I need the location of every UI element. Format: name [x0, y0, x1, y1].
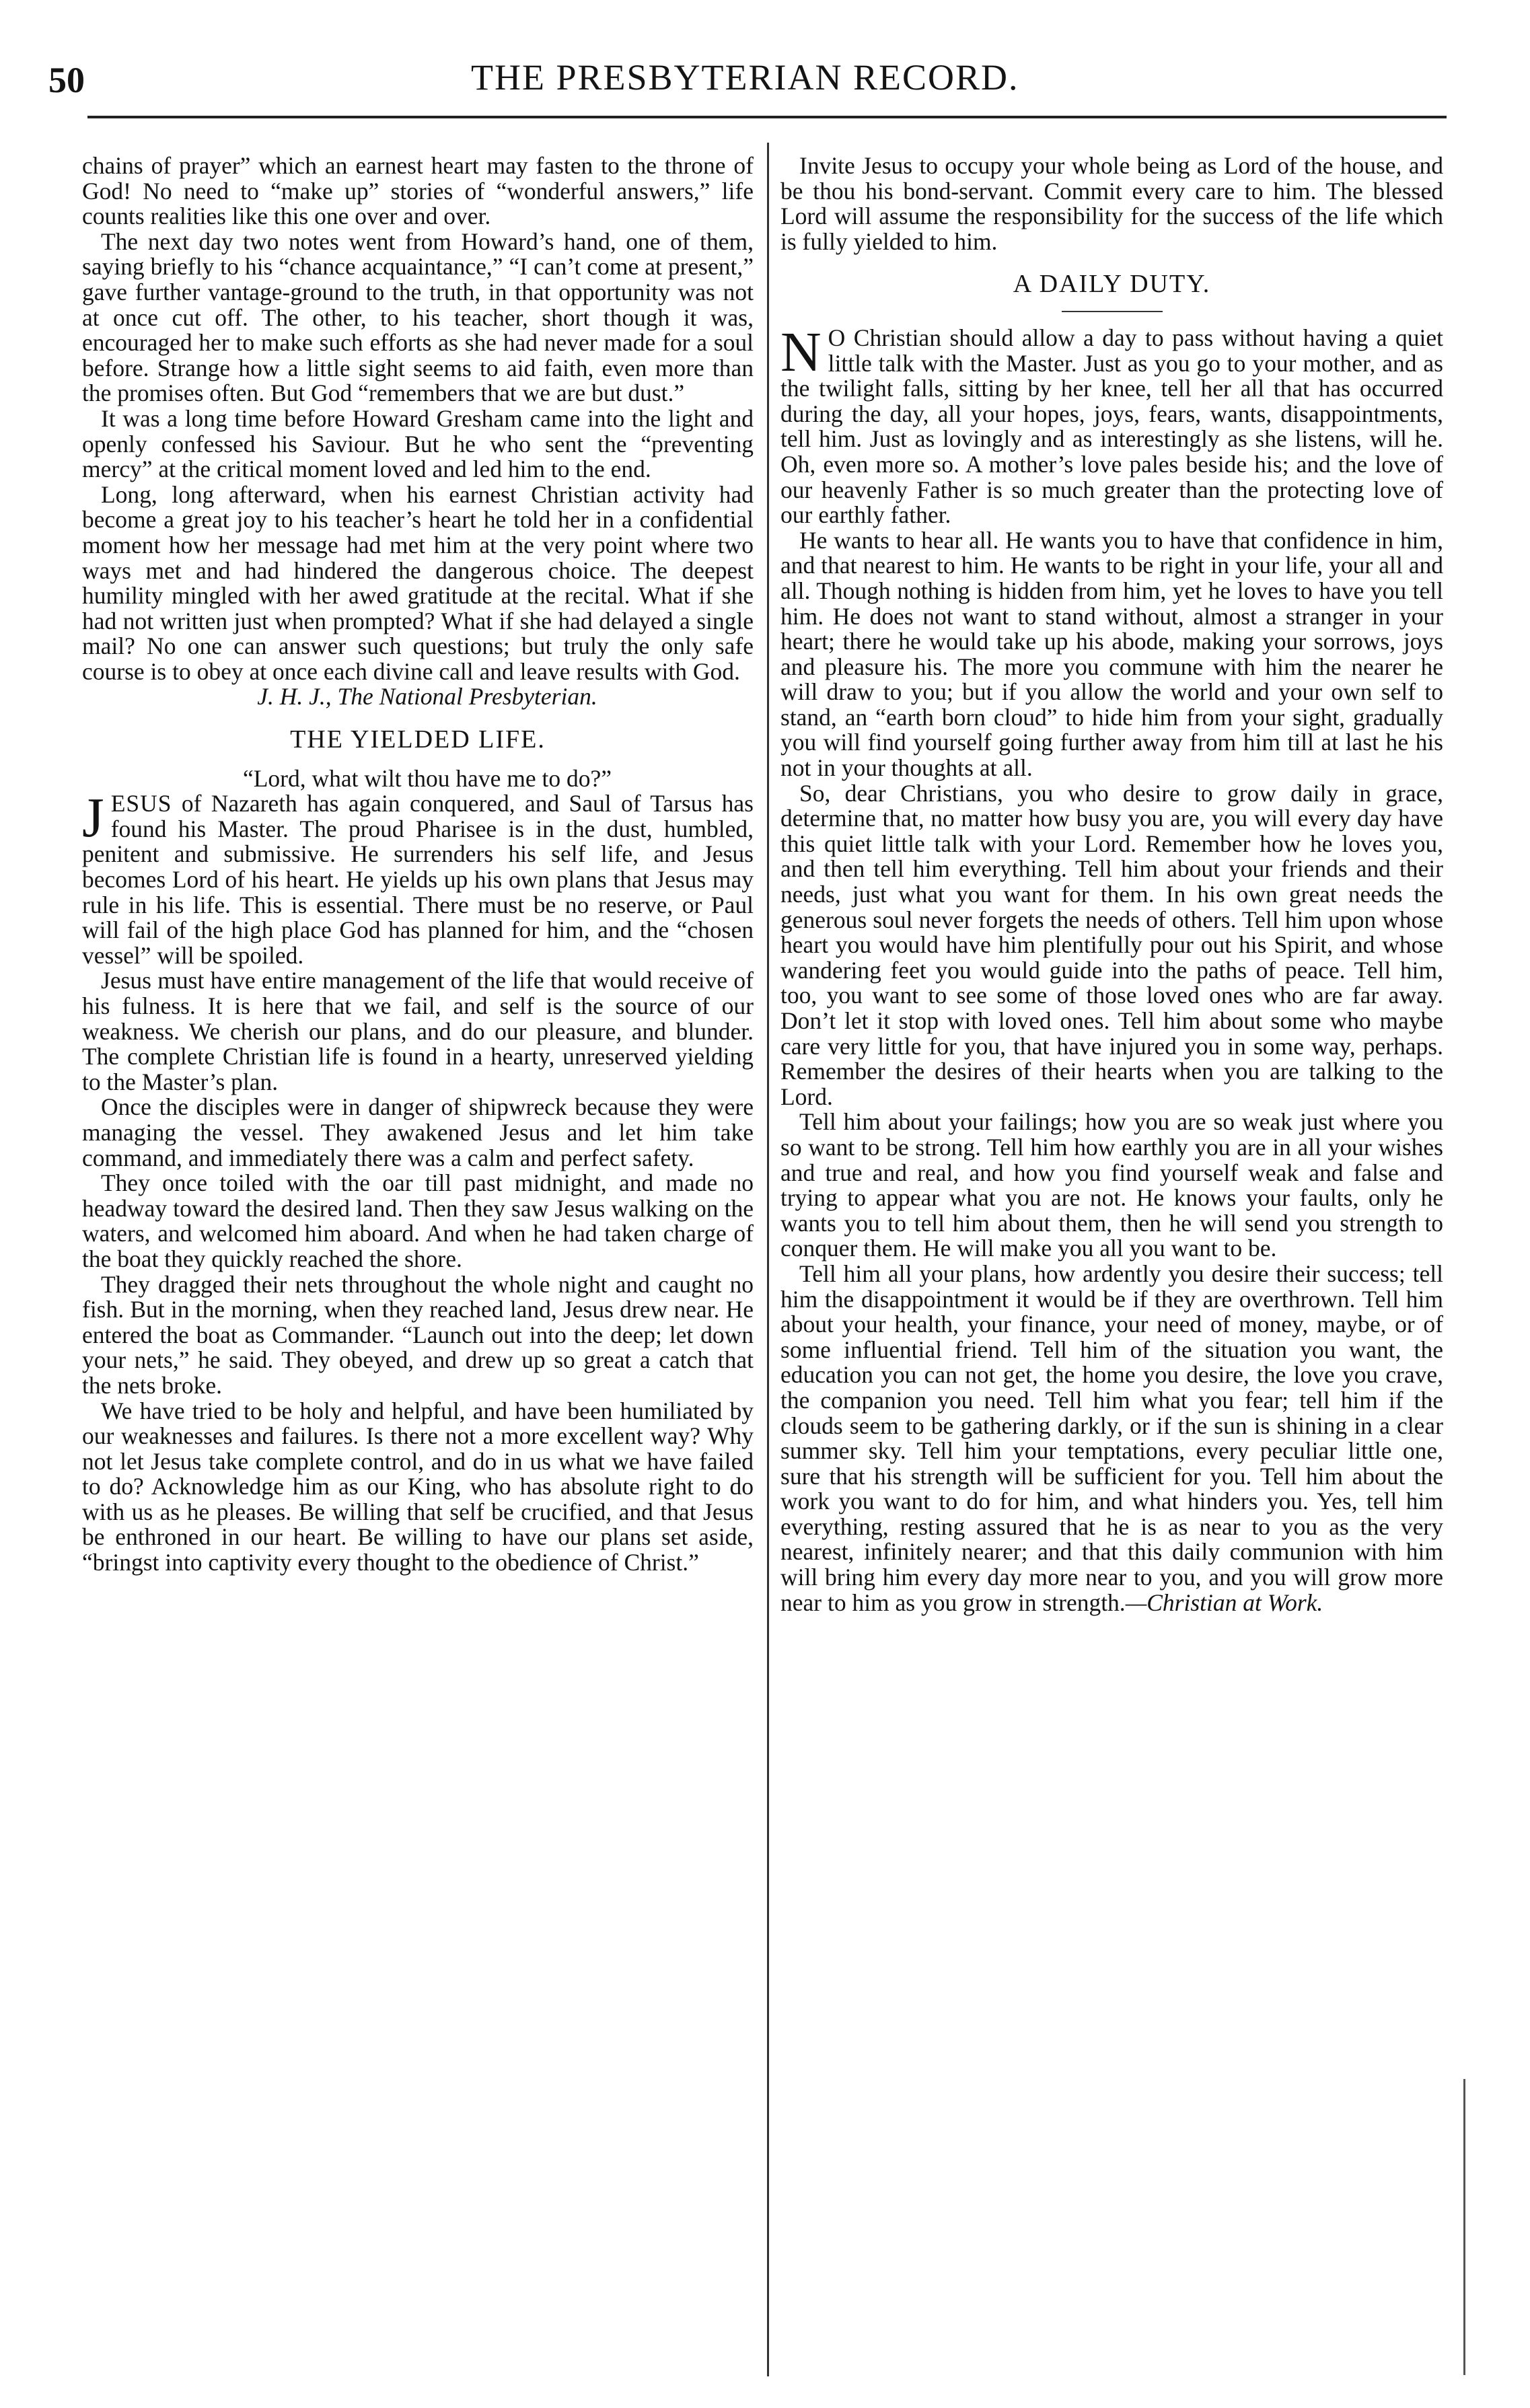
paragraph-text: O Christian should allow a day to pass without having a quiet little talk with the Master. Just as you go to your mother, and as the twilight falls, sitting by her knee, tell her all that has occurred during the day, all your hopes, joys, fears, wants, disappointments, tell him. Just as lovingly and as interestingly as she listens, will he. Oh, even more so. A mother’s love pales beside his; and the love of our heavenly Father is so much greater than the protecting love of our earthly father. — [780, 324, 1443, 529]
right-column — [780, 153, 1443, 1615]
paragraph: He wants to hear all. He wants you to have that confidence in him, and that nearest to him. He wants to be right in your life, your all and all. Though nothing is hidden from him, yet he loves to have you tell him. He does not want to stand without, almost a stranger in your heart; there he would take up his abode, making your sorrows, joys and pleasure his. The more you commune with him the nearer he will draw to you; but if you allow the world and your own self to stand, an “earth born cloud” to hide him from your sight, gradually you will find yourself going further away from him till at last he his not in your thoughts at all. — [780, 526, 1443, 782]
drop-cap: N — [780, 320, 822, 384]
paragraph: It was a long time before Howard Gresham came into the light and openly confessed his Saviour. But he who sent the “preventing mercy” at the critical moment loved and led him to the end. — [82, 404, 754, 483]
paragraph: Tell him about your failings; how you are so weak just where you so want to be strong. Tell him how earthly you are in all your wishes and true and real, and how you find yourself weak and false and trying to appear what you are not. He knows your faults, only he wants you to tell him about them, then he will send you strength to conquer them. He will make you all you want to be. — [780, 1108, 1443, 1262]
paragraph-text: of Nazareth has again conquered, and Saul of Tarsus has found his Master. The proud Pharisee is in the dust, humbled, penitent and submissive. He surrenders his self life, and Jesus becomes Lord of his heart. He yields up his own plans that Jesus may rule in his life. This is essential. There must be no reserve, or Paul will fail of the high place God has planned for him, and the “chosen vessel” will be spoiled. — [82, 790, 754, 969]
paragraph-text: Tell him all your plans, how ardently you desire their success; tell him the disappointment it would be if they are overthrown. Tell him about your health, your finance, your need of money, maybe, or of some influential friend. Tell him of the situation you want, the education you can not get, the home you desire, the love you crave, the companion you need. Tell him what you fear; tell him if the clouds seem to be gathering darkly, or if the sun is shining in a clear summer sky. Tell him your temptations, every peculiar little one, sure that his strength will be sufficient for you. Tell him about the work you want to do for him, and what hinders you. Yes, tell him everything, resting assured that he is as near to you as the very nearest, infinitely nearer; and that this daily communion with him will bring him every day more near to you, and you will grow more near to him as you grow in strength. — [780, 1260, 1443, 1616]
drop-cap: J — [82, 787, 104, 850]
paragraph: They dragged their nets throughout the whole night and caught no fish. But in the morning, when they reached land, Jesus drew near. He entered the boat as Commander. “Launch out into the deep; let down your nets,” he said. They obeyed, and drew up so great a catch that the nets broke. — [82, 1270, 754, 1399]
paragraph — [780, 320, 1443, 529]
paragraph: chains of prayer” which an earnest heart may fasten to the throne of God! No need to “make up” stories of “wonderful answers,” life counts realities like this one over and over. — [82, 152, 754, 230]
article-title: THE YIELDED LIFE. — [290, 725, 546, 754]
title-rule — [1062, 311, 1163, 312]
left-column — [82, 153, 754, 1576]
paragraph: The next day two notes went from Howard’s hand, one of them, saying briefly to his “chance acquaintance,” “I can’t come at present,” gave further vantage-ground to the truth, in that opportunity was not at once cut off. The other, to his teacher, short though it was, encouraged her to make such efforts as she had never made for a soul before. Strange how a little sight seems to aid faith, even more than the promises often. But God “remembers that we are but dust.” — [82, 227, 754, 407]
paragraph — [82, 787, 754, 969]
article-credit: —Christian at Work. — [1125, 1589, 1323, 1616]
page-number: 50 — [48, 60, 85, 100]
paragraph: Long, long afterward, when his earnest Christian activity had become a great joy to his teacher’s heart he told her in a confidential moment how her message had met him at the very point where two ways met and had hindered the dangerous choice. The deepest humility mingled with her awed gratitude at the recital. What if she had not written just when prompted? What if she had delayed a single mail? No one can answer such questions; but truly the only safe course is to obey at once each divine call and leave results with God. — [82, 480, 754, 685]
paragraph: Once the disciples were in danger of shipwreck because they were managing the vessel. They awakened Jesus and let him take command, and immediately there was a calm and perfect safety. — [82, 1093, 754, 1171]
header-rule — [87, 116, 1447, 118]
lead-word: ESUS — [110, 790, 172, 817]
article-signature: J. H. J., The National Presbyterian. — [257, 683, 597, 710]
running-head: THE PRESBYTERIAN RECORD. — [471, 57, 1019, 98]
article-epigraph: “Lord, what wilt thou have me to do?” — [242, 764, 612, 792]
paragraph: We have tried to be holy and helpful, and have been humiliated by our weaknesses and failures. Is there not a more excellent way? Why not let Jesus take complete control, and do in us what we have failed to do? Acknowledge him as our King, who has absolute right to do with us as he pleases. Be willing that self be crucified, and that Jesus be enthroned in our heart. Be willing to have our plans set aside, “bringst into captivity every thought to the obedience of Christ.” — [82, 1397, 754, 1576]
paragraph: They once toiled with the oar till past midnight, and made no headway toward the desired land. Then they saw Jesus walking on the waters, and welcomed him aboard. And when he had taken charge of the boat they quickly reached the shore. — [82, 1169, 754, 1272]
paragraph: Jesus must have entire management of the life that would receive of his fulness. It is here that we fail, and self is the source of our weakness. We cherish our plans, and do our pleasure, and blunder. The complete Christian life is found in a hearty, unreserved yielding to the Master’s plan. — [82, 967, 754, 1095]
article-title: A DAILY DUTY. — [1013, 270, 1211, 299]
column-divider — [767, 143, 769, 2376]
margin-line — [1463, 2079, 1465, 2375]
paragraph: Invite Jesus to occupy your whole being as Lord of the house, and be thou his bond-servant. Commit every care to him. The blessed Lord will assume the responsibility for the success of the life which is fully yielded to him. — [780, 152, 1443, 255]
paragraph: So, dear Christians, you who desire to grow daily in grace, determine that, no matter how busy you are, you will every day have this quiet little talk with your Lord. Remember how he loves you, and then tell him everything. Tell him about your friends and their needs, just what you want for them. In his own great needs the generous soul never forgets the needs of others. Tell him upon whose heart you would have him plentifully pour out his Spirit, and whose wandering feet you would guide into the paths of peace. Tell him, too, you want to see some of those loved ones who are far away. Don’t let it stop with loved ones. Tell him about some who maybe care very little for you, that have injured you in some way, perhaps. Remember the desires of their hearts when you are talking to the Lord. — [780, 779, 1443, 1110]
paragraph — [780, 1262, 1443, 1615]
